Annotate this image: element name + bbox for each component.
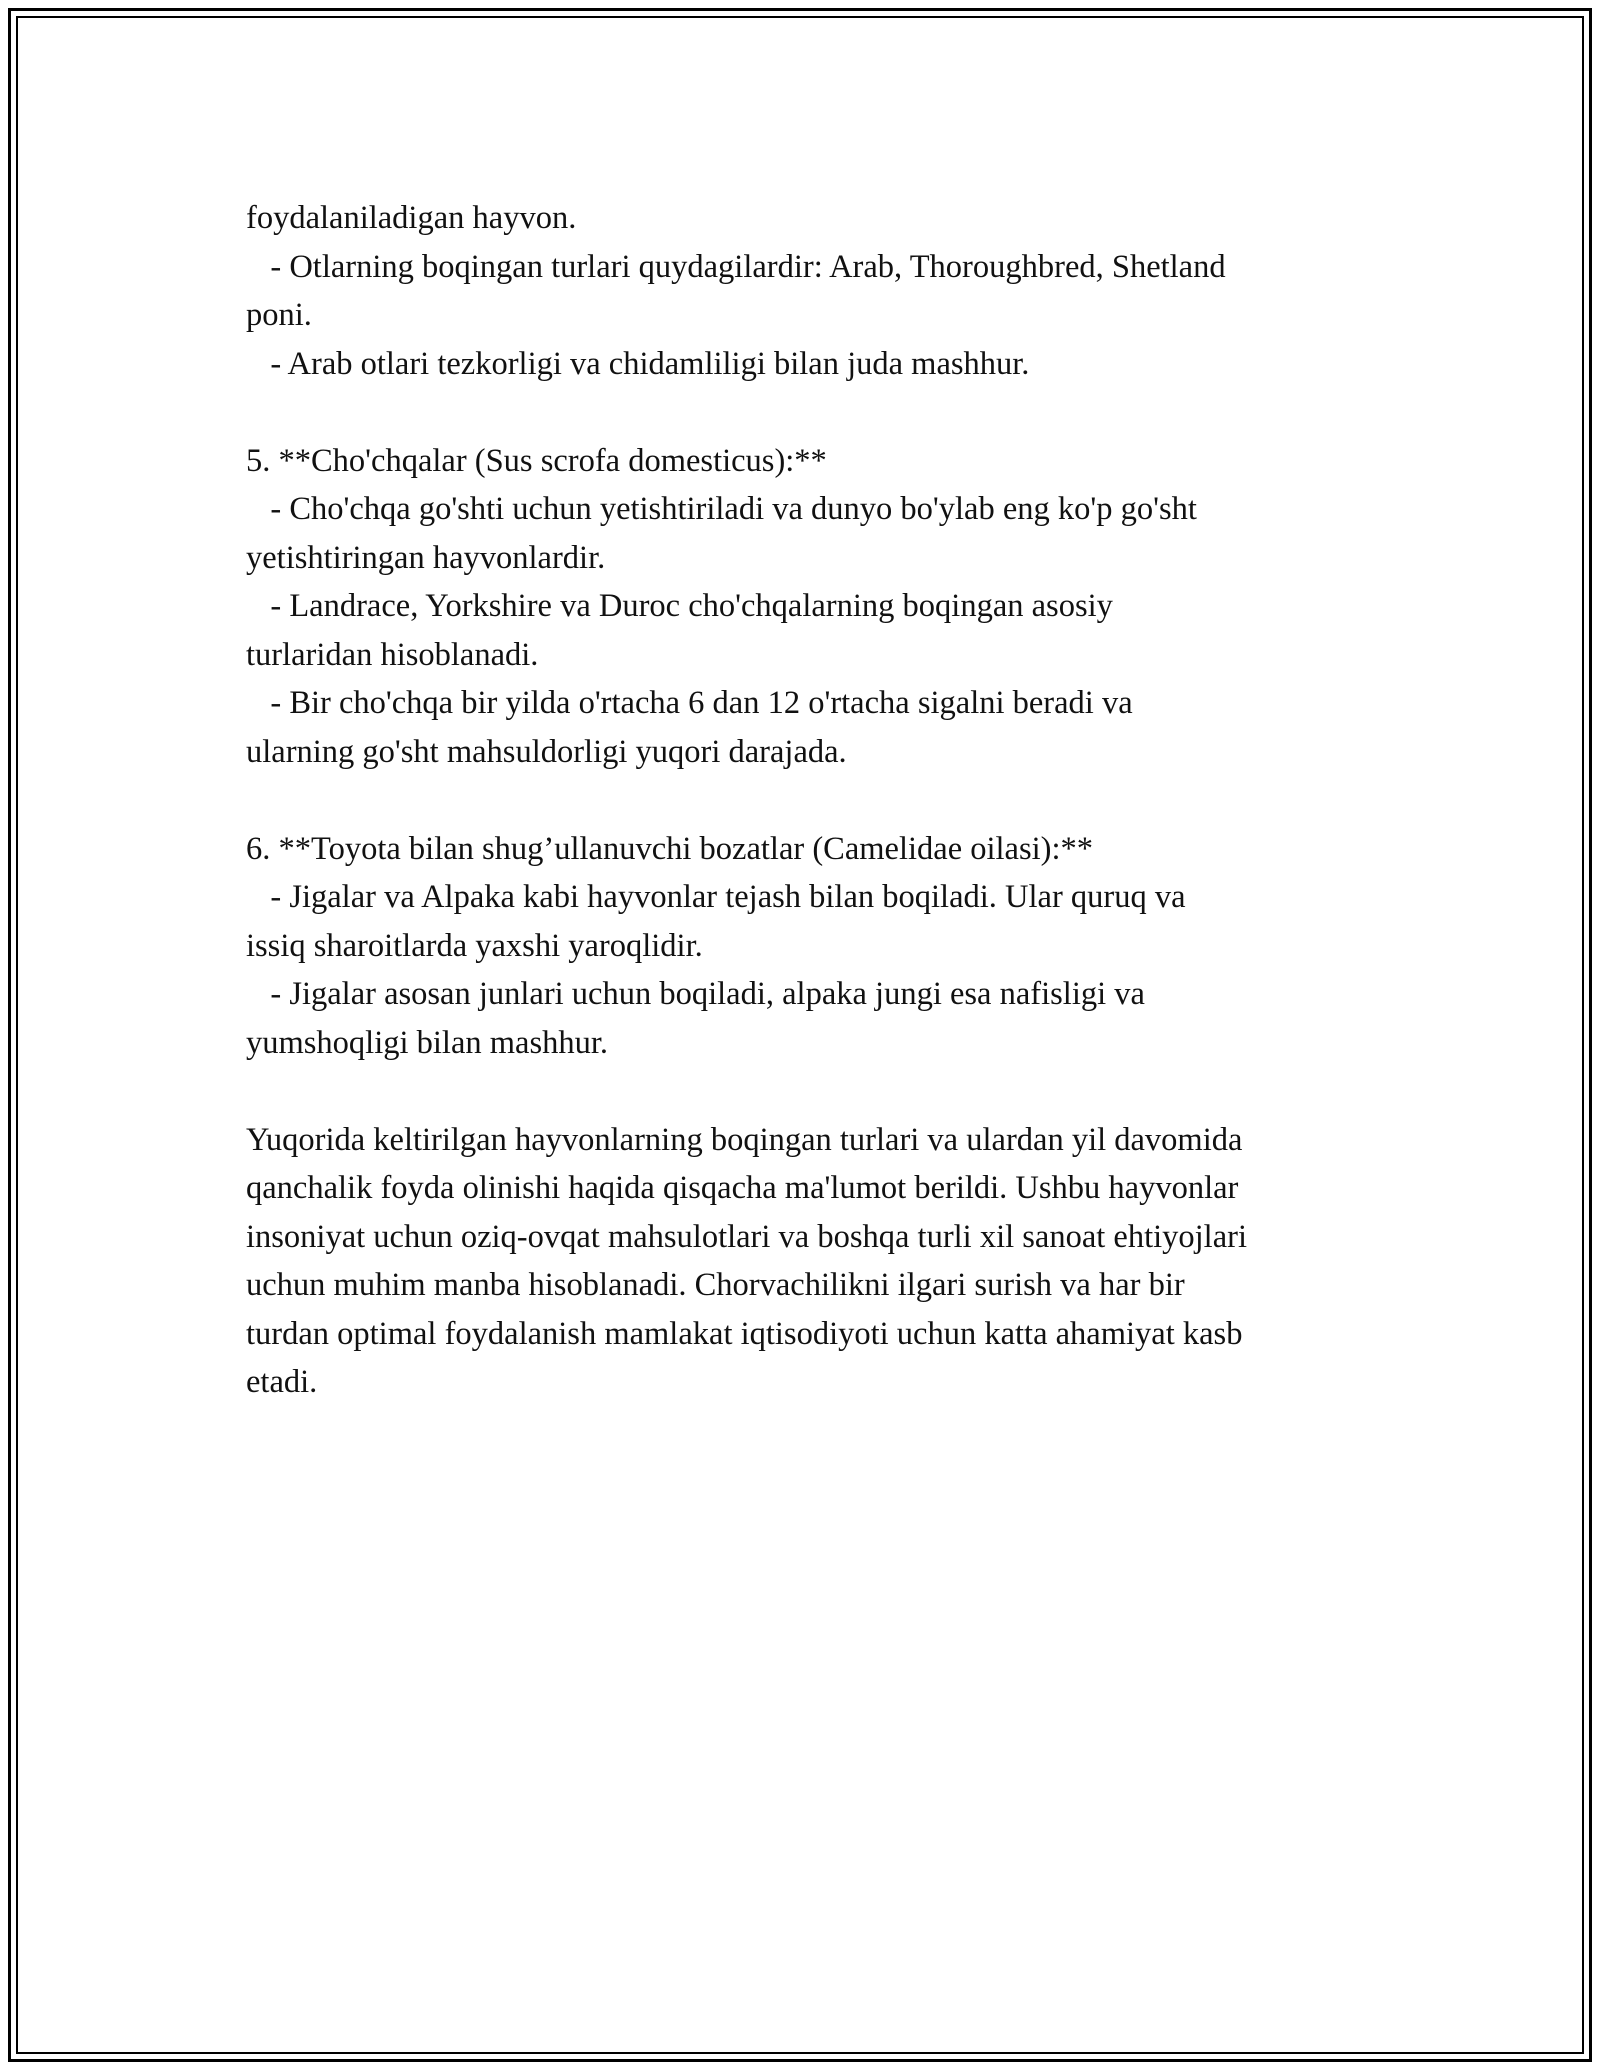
conclusion-line: qanchalik foyda olinishi haqida qisqacha ma'lumot berildi. Ushbu hayvonlar	[246, 1170, 1239, 1206]
conclusion-line: turdan optimal foydalanish mamlakat iqtisodiyoti uchun katta ahamiyat kasb	[246, 1315, 1243, 1352]
document-body	[246, 194, 1396, 1407]
text-line: yetishtiringan hayvonlardir.	[246, 539, 606, 576]
text-line: issiq sharoitlarda yaxshi yaroqlidir.	[246, 927, 703, 964]
blank-line	[246, 388, 1396, 437]
blank-line	[246, 776, 1396, 825]
text-line: - Arab otlari tezkorligi va chidamliligi bilan juda mashhur.	[246, 345, 1030, 382]
text-line: turlaridan hisoblanadi.	[246, 636, 539, 673]
section-heading: 5. **Cho'chqalar (Sus scrofa domesticus):**	[246, 442, 827, 479]
text-line: - Bir cho'chqa bir yilda o'rtacha 6 dan 12 o'rtacha sigalni beradi va	[246, 685, 1133, 721]
text-line: foydalaniladigan hayvon.	[246, 200, 577, 236]
text-line: - Cho'chqa go'shti uchun yetishtiriladi va dunyo bo'ylab eng ko'p go'sht	[246, 491, 1197, 527]
text-line: - Landrace, Yorkshire va Duroc cho'chqalarning boqingan asosiy	[246, 588, 1113, 624]
text-line: - Jigalar va Alpaka kabi hayvonlar tejash bilan boqiladi. Ular quruq va	[246, 879, 1186, 915]
text-line: ularning go'sht mahsuldorligi yuqori darajada.	[246, 733, 847, 770]
blank-line	[246, 1067, 1396, 1116]
text-line: poni.	[246, 297, 312, 333]
section-heading: 6. **Toyota bilan shug’ullanuvchi bozatlar (Camelidae oilasi):**	[246, 830, 1094, 867]
conclusion-line: etadi.	[246, 1364, 318, 1400]
page-frame	[8, 8, 1592, 2062]
conclusion-line: Yuqorida keltirilgan hayvonlarning boqingan turlari va ulardan yil davomida	[246, 1121, 1243, 1158]
text-line: - Jigalar asosan junlari uchun boqiladi, alpaka jungi esa nafisligi va	[246, 976, 1145, 1012]
conclusion-line: uchun muhim manba hisoblanadi. Chorvachilikni ilgari surish va har bir	[246, 1267, 1185, 1303]
text-line: - Otlarning boqingan turlari quydagilardir: Arab, Thoroughbred, Shetland	[246, 248, 1226, 285]
conclusion-line: insoniyat uchun oziq-ovqat mahsulotlari va boshqa turli xil sanoat ehtiyojlari	[246, 1218, 1247, 1255]
text-line: yumshoqligi bilan mashhur.	[246, 1024, 609, 1061]
